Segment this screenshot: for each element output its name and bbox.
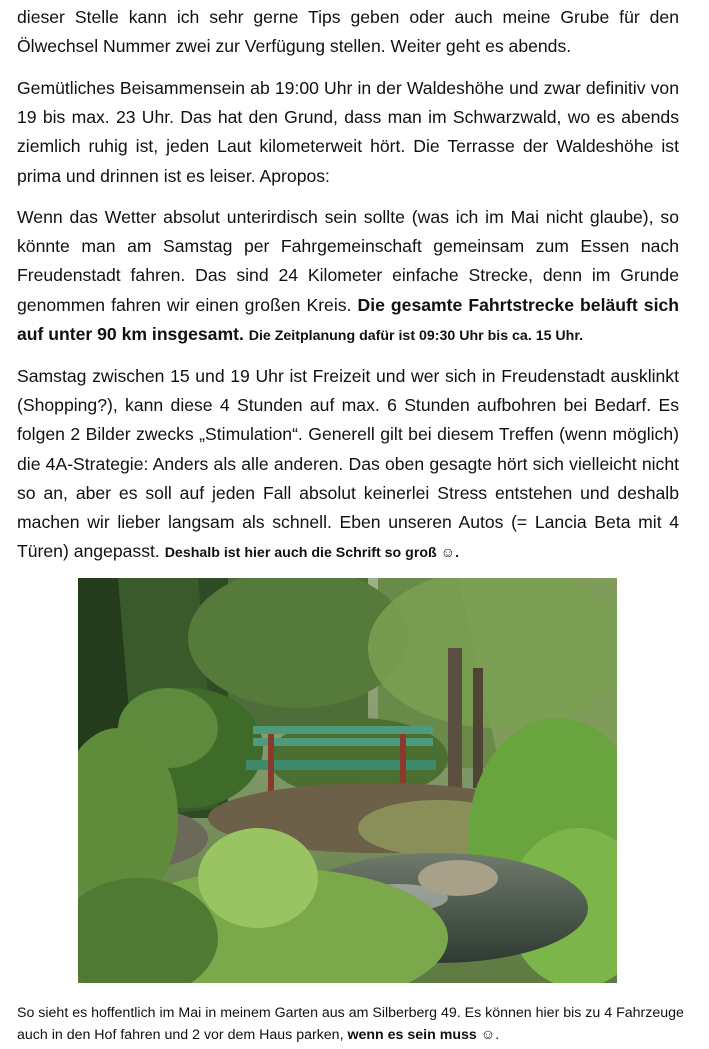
paragraph-3-bold: Die gesamte Fahrtstrecke beläuft sich auf unter 90 km insgesamt. bbox=[17, 294, 679, 344]
caption-bold: wenn es sein muss bbox=[347, 1026, 477, 1043]
caption-end: ☺. bbox=[476, 1026, 500, 1043]
paragraph-4-text: Samstag zwischen 15 und 19 Uhr ist Freizeit und wer sich in Freudenstadt ausklinkt (Shopping?), kann diese 4 Stunden auf max. 6 Stunden aufbohren bei Bedarf. Es folgen 2 Bilder zwecks „Stimulation“. Generell gilt bei diesem Treffen (wenn möglich) die 4A-Strategie: Anders als alle anderen. Das oben gesagte hört sich vielleicht nicht so an, aber es soll auf jeden Fall absolut keinerlei Stress entstehen und deshalb machen wir lieber langsam als schnell. Eben unseren Autos (= Lancia Beta mit 4 Türen) angepasst. bbox=[17, 366, 679, 562]
photo-caption bbox=[17, 1003, 697, 1046]
paragraph-2-text: Gemütliches Beisammensein ab 19:00 Uhr in der Waldeshöhe und zwar definitiv von 19 bis max. 23 Uhr. Das hat den Grund, dass man im Schwarzwald, wo es abends ziemlich ruhig ist, jeden Laut kilometerweit hört. Die Terrasse der Waldeshöhe ist prima und drinnen ist es leiser. Apropos: bbox=[17, 78, 679, 186]
garden-illustration bbox=[78, 578, 617, 983]
paragraph-oil-change bbox=[17, 3, 679, 61]
paragraph-bad-weather-plan bbox=[17, 203, 679, 351]
paragraph-3-text: Wenn das Wetter absolut unterirdisch sein sollte (was ich im Mai nicht glaube), so könnte man am Samstag per Fahrgemeinschaft gemeinsam zum Essen nach Freudenstadt fahren. Das sind 24 Kilometer einfache Strecke, denn im Grunde genommen fahren wir einen großen Kreis. bbox=[17, 207, 679, 315]
paragraph-evening-gathering bbox=[17, 74, 679, 191]
paragraph-4-small-bold: Deshalb ist hier auch die Schrift so groß ☺. bbox=[164, 545, 460, 562]
paragraph-saturday-freetime bbox=[17, 362, 679, 568]
caption-text: So sieht es hoffentlich im Mai in meinem Garten aus am Silberberg 49. Es können hier bis zu 4 Fahrzeuge auch in den Hof fahren und 2 vor dem Haus parken, bbox=[17, 1005, 684, 1043]
garden-photo bbox=[78, 578, 617, 983]
paragraph-1-text: dieser Stelle kann ich sehr gerne Tips geben oder auch meine Grube für den Ölwechsel Nummer zwei zur Verfügung stellen. Weiter geht es abends. bbox=[17, 7, 679, 57]
paragraph-3-small-bold: Die Zeitplanung dafür ist 09:30 Uhr bis ca. 15 Uhr. bbox=[248, 327, 584, 344]
